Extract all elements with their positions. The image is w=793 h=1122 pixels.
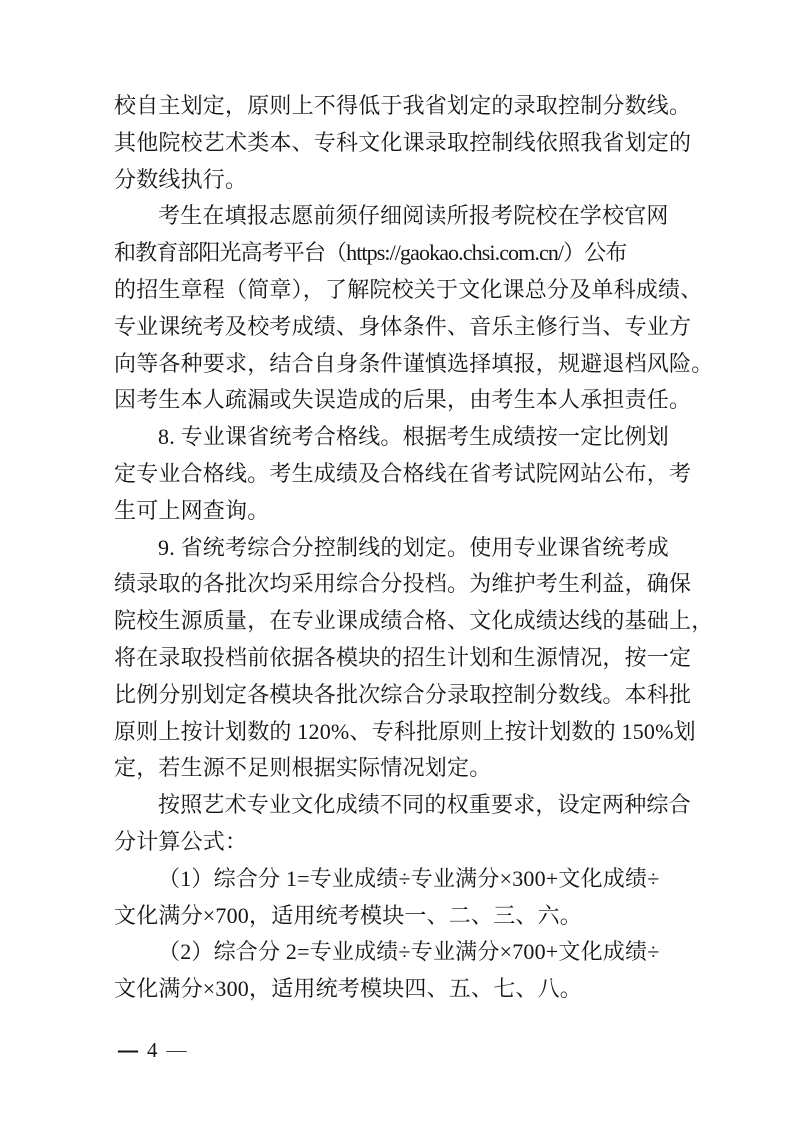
text-line: 按照艺术专业文化成绩不同的权重要求，设定两种综合 [158, 792, 691, 818]
text-line: 文化满分×300，适用统考模块四、五、七、八。 [114, 976, 583, 1002]
text-line: 文化满分×700，适用统考模块一、二、三、六。 [114, 902, 583, 928]
text-line: 定，若生源不足则根据实际情况划定。 [114, 755, 492, 781]
document-body-text [114, 88, 714, 1008]
text-line: 分数线执行。 [114, 166, 248, 192]
text-line: 其他院校艺术类本、专科文化课录取控制线依照我省划定的 [114, 129, 692, 155]
text-line: 分计算公式： [114, 828, 248, 854]
text-line: （2）综合分 2=专业成绩÷专业满分×700+文化成绩÷ [158, 939, 660, 965]
text-line: 和教育部阳光高考平台（https://gaokao.chsi.com.cn/）公布 [114, 240, 627, 266]
text-line: 专业课统考及校考成绩、身体条件、音乐主修行当、专业方 [114, 313, 692, 339]
text-line: 8. 专业课省统考合格线。根据考生成绩按一定比例划 [158, 424, 670, 450]
footer-dash-right: — [166, 1039, 187, 1061]
text-line: 向等各种要求，结合自身条件谨慎选择填报，规避退档风险。 [114, 350, 714, 376]
text-line: 9. 省统考综合分控制线的划定。使用专业课省统考成 [158, 534, 670, 560]
text-line: 院校生源质量，在专业课成绩合格、文化成绩达线的基础上， [114, 608, 714, 634]
text-line: 原则上按计划数的 120%、专科批原则上按计划数的 150%划 [114, 718, 696, 744]
page-number: 4 [147, 1038, 158, 1062]
text-line: 校自主划定，原则上不得低于我省划定的录取控制分数线。 [114, 93, 692, 118]
page-footer [118, 1034, 187, 1066]
text-line: 因考生本人疏漏或失误造成的后果，由考生本人承担责任。 [114, 387, 692, 413]
footer-dash-left: — [118, 1034, 138, 1066]
text-line: 考生在填报志愿前须仔细阅读所报考院校在学校官网 [158, 203, 669, 229]
text-line: 比例分别划定各模块各批次综合分录取控制分数线。本科批 [114, 681, 692, 707]
text-line: 的招生章程（简章），了解院校关于文化课总分及单科成绩、 [114, 276, 703, 302]
text-line: 绩录取的各批次均采用综合分投档。为维护考生利益，确保 [114, 571, 692, 597]
text-line: 生可上网查询。 [114, 497, 270, 523]
text-line: 将在录取投档前依据各模块的招生计划和生源情况，按一定 [114, 644, 692, 670]
text-line: （1）综合分 1=专业成绩÷专业满分×300+文化成绩÷ [158, 865, 660, 891]
text-line: 定专业合格线。考生成绩及合格线在省考试院网站公布，考 [114, 460, 692, 486]
